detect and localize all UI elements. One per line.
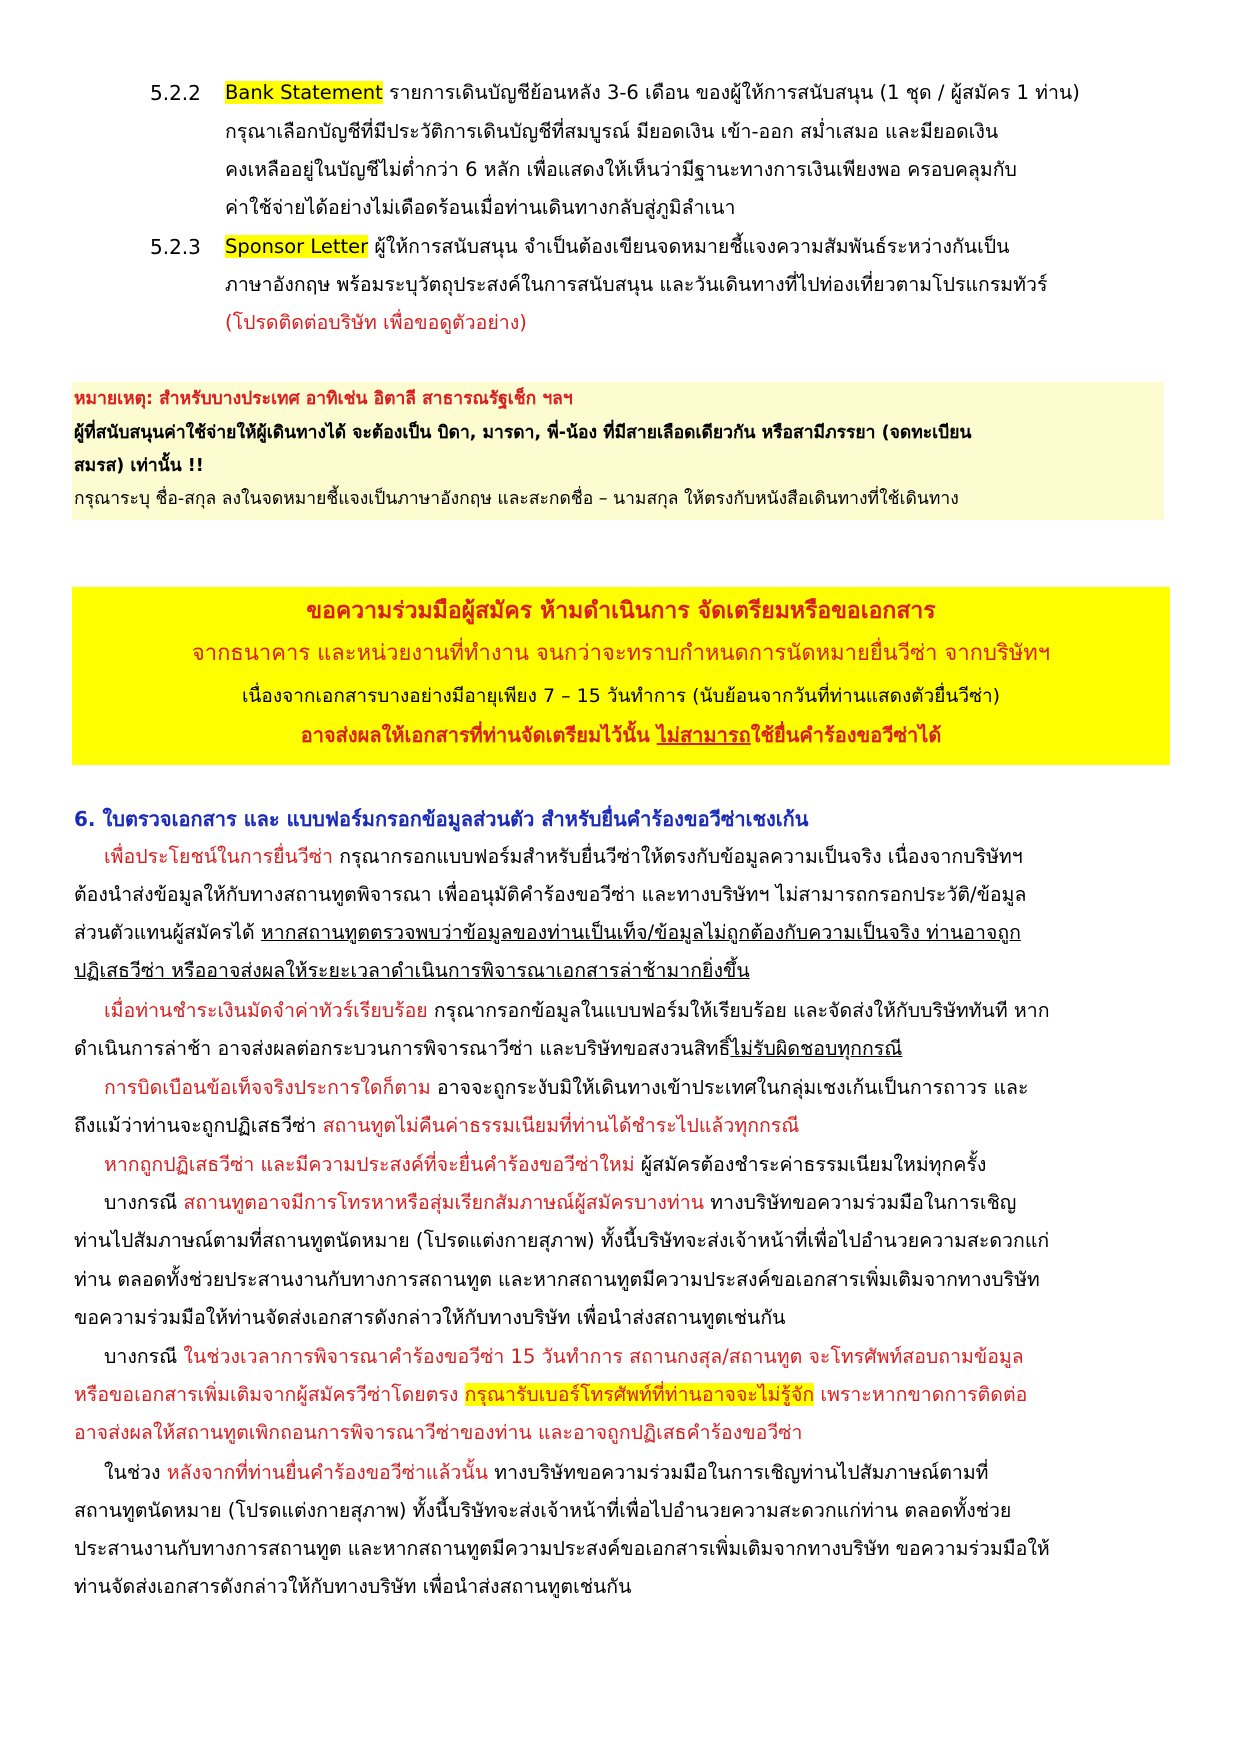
section-5-2-2-number: 5.2.2 (150, 81, 201, 105)
section-6-p1-line-4: ปฏิเสธวีซ่า หรืออาจส่งผลให้ระยะเวลาดำเนินการพิจารณาเอกสารล่าช้ามากยิ่งขึ้น (74, 959, 750, 982)
phone-highlight: กรุณารับเบอร์โทรศัพท์ที่ท่านอาจจะไม่รู้จัก (464, 1383, 815, 1406)
section-5-2-2-line-3: คงเหลืออยู่ในบัญชีไม่ต่ำกว่า 6 หลัก เพื่อแสดงให้เห็นว่ามีฐานะทางการเงินเพียงพอ ครอบคลุมกับ (225, 158, 1017, 181)
section-6-p7-line-2: สถานทูตนัดหมาย (โปรดแต่งกายสุภาพ) ทั้งนี้บริษัทจะส่งเจ้าหน้าที่เพื่อไปอำนวยความสะดวกแก่ท่าน ตลอดทั้งช่วย (74, 1499, 1012, 1522)
section-5-2-3-line-3: (โปรดติดต่อบริษัท เพื่อขอดูตัวอย่าง) (225, 311, 527, 334)
section-5-2-3-line-2: ภาษาอังกฤษ พร้อมระบุวัตถุประสงค์ในการสนับสนุน และวันเดินทางที่ไปท่องเที่ยวตามโปรแกรมทัวร์ (225, 273, 1048, 296)
section-6-p7-line-1: ในช่วง หลังจากที่ท่านยื่นคำร้องขอวีซ่าแล้วนั้น ทางบริษัทขอความร่วมมือในการเชิญท่านไปสัมภาษณ์ตามที่ (104, 1461, 989, 1484)
section-5-2-2-line-4: ค่าใช้จ่ายได้อย่างไม่เดือดร้อนเมื่อท่านเดินทางกลับสู่ภูมิลำเนา (225, 196, 736, 219)
section-6-p5-line-1: บางกรณี สถานทูตอาจมีการโทรหาหรือสุ่มเรียกสัมภาษณ์ผู้สมัครบางท่าน ทางบริษัทขอความร่วมมือในการเชิญ (104, 1191, 1017, 1214)
section-6-p1-line-1: เพื่อประโยชน์ในการยื่นวีซ่า กรุณากรอกแบบฟอร์มสำหรับยื่นวีซ่าให้ตรงกับข้อมูลความเป็นจริง เนื่องจากบริษัทฯ (104, 845, 1023, 868)
section-6-heading: 6. ใบตรวจเอกสาร และ แบบฟอร์มกรอกข้อมูลส่วนตัว สำหรับยื่นคำร้องขอวีซ่าเชงเก้น (74, 807, 809, 831)
section-6-p1-line-3: ส่วนตัวแทนผู้สมัครได้ หากสถานทูตตรวจพบว่าข้อมูลของท่านเป็นเท็จ/ข้อมูลไม่ถูกต้องกับความเป็นจริง ท่านอาจถูก (74, 921, 1021, 944)
section-6-p3-line-2: ถึงแม้ว่าท่านจะถูกปฏิเสธวีซ่า สถานทูตไม่คืนค่าธรรมเนียมที่ท่านได้ชำระไปแล้วทุกกรณี (74, 1114, 800, 1137)
section-6-p3-line-1: การบิดเบือนข้อเท็จจริงประการใดก็ตาม อาจจะถูกระงับมิให้เดินทางเข้าประเทศในกลุ่มเชงเก้นเป็นการถาวร และ (104, 1076, 1029, 1099)
note-title: หมายเหตุ: สำหรับบางประเทศ อาทิเช่น อิตาลี สาธารณรัฐเช็ก ฯลฯ (74, 389, 573, 409)
warning-line-2: จากธนาคาร และหน่วยงานที่ทำงาน จนกว่าจะทราบกำหนดการนัดหมายยื่นวีซ่า จากบริษัทฯ (191, 641, 1051, 666)
section-5-2-2-line-2: กรุณาเลือกบัญชีที่มีประวัติการเดินบัญชีที่สมบูรณ์ มียอดเงิน เข้า-ออก สม่ำเสมอ และมียอดเงิน (225, 120, 999, 143)
section-6-p6-line-1: บางกรณี ในช่วงเวลาการพิจารณาคำร้องขอวีซ่า 15 วันทำการ สถานกงสุล/สถานทูต จะโทรศัพท์สอบถามข้อมูล (104, 1345, 1024, 1368)
section-6-p1-line-2: ต้องนำส่งข้อมูลให้กับทางสถานทูตพิจารณา เพื่ออนุมัติคำร้องขอวีซ่า และทางบริษัทฯ ไม่สามารถกรอกประวัติ/ข้อมูล (74, 883, 1027, 906)
section-6-p4-line-1: หากถูกปฏิเสธวีซ่า และมีความประสงค์ที่จะยื่นคำร้องขอวีซ่าใหม่ ผู้สมัครต้องชำระค่าธรรมเนียมใหม่ทุกครั้ง (104, 1153, 987, 1176)
section-6-p7-line-4: ท่านจัดส่งเอกสารดังกล่าวให้กับทางบริษัท เพื่อนำส่งสถานทูตเช่นกัน (74, 1575, 632, 1598)
bank-statement-term: Bank Statement (225, 81, 383, 104)
note-line-3: สมรส) เท่านั้น !! (74, 456, 204, 476)
section-6-p6-line-2: หรือขอเอกสารเพิ่มเติมจากผู้สมัครวีซ่าโดยตรง กรุณารับเบอร์โทรศัพท์ที่ท่านอาจจะไม่รู้จัก เพราะหากขาดการติดต่อ (74, 1383, 1028, 1406)
section-6-p2-line-1: เมื่อท่านชำระเงินมัดจำค่าทัวร์เรียบร้อย กรุณากรอกข้อมูลในแบบฟอร์มให้เรียบร้อย และจัดส่งให้กับบริษัททันที หาก (104, 999, 1050, 1022)
section-6-p7-line-3: ประสานงานกับทางการสถานทูต และหากสถานทูตมีความประสงค์ขอเอกสารเพิ่มเติมจากทางบริษัท ขอความร่วมมือให้ (74, 1537, 1050, 1560)
section-6-p5-line-2: ท่านไปสัมภาษณ์ตามที่สถานทูตนัดหมาย (โปรดแต่งกายสุภาพ) ทั้งนี้บริษัทจะส่งเจ้าหน้าที่เพื่อไปอำนวยความสะดวกแก่ (74, 1229, 1050, 1252)
section-6-p5-line-3: ท่าน ตลอดทั้งช่วยประสานงานกับทางการสถานทูต และหากสถานทูตมีความประสงค์ขอเอกสารเพิ่มเติมจากทางบริษัท (74, 1268, 1040, 1291)
warning-line-1: ขอความร่วมมือผู้สมัคร ห้ามดำเนินการ จัดเตรียมหรือขอเอกสาร (306, 598, 936, 624)
section-5-2-3-number: 5.2.3 (150, 235, 201, 259)
section-6-p5-line-4: ขอความร่วมมือให้ท่านจัดส่งเอกสารดังกล่าวให้กับทางบริษัท เพื่อนำส่งสถานทูตเช่นกัน (74, 1306, 786, 1329)
warning-line-4: อาจส่งผลให้เอกสารที่ท่านจัดเตรียมไว้นั้น ไม่สามารถใช้ยื่นคำร้องขอวีซ่าได้ (300, 723, 942, 747)
section-5-2-2-line-1: Bank Statement รายการเดินบัญชีย้อนหลัง 3-6 เดือน ของผู้ให้การสนับสนุน (1 ชุด / ผู้สมัคร 1 ท่าน) (225, 81, 1080, 104)
section-5-2-3-line-1: Sponsor Letter ผู้ให้การสนับสนุน จำเป็นต้องเขียนจดหมายชี้แจงความสัมพันธ์ระหว่างกันเป็น (225, 235, 1010, 258)
note-line-2: ผู้ที่สนับสนุนค่าใช้จ่ายให้ผู้เดินทางได้ จะต้องเป็น บิดา, มารดา, พี่-น้อง ที่มีสายเลือดเดียวกัน หรือสามีภรรยา (จดทะเบียน (74, 423, 972, 443)
section-6-p2-line-2: ดำเนินการล่าช้า อาจส่งผลต่อกระบวนการพิจารณาวีซ่า และบริษัทขอสงวนสิทธิ์ไม่รับผิดชอบทุกกรณี (74, 1037, 903, 1060)
warning-line-3: เนื่องจากเอกสารบางอย่างมีอายุเพียง 7 – 15 วันทำการ (นับย้อนจากวันที่ท่านแสดงตัวยื่นวีซ่า) (241, 685, 1001, 707)
note-line-4: กรุณาระบุ ชื่อ-สกุล ลงในจดหมายชี้แจงเป็นภาษาอังกฤษ และสะกดชื่อ – นามสกุล ให้ตรงกับหนังสือเดินทางที่ใช้เดินทาง (74, 489, 959, 509)
sponsor-letter-term: Sponsor Letter (225, 235, 369, 258)
section-6-p6-line-3: อาจส่งผลให้สถานทูตเพิกถอนการพิจารณาวีซ่าของท่าน และอาจถูกปฏิเสธคำร้องขอวีซ่า (74, 1421, 803, 1444)
